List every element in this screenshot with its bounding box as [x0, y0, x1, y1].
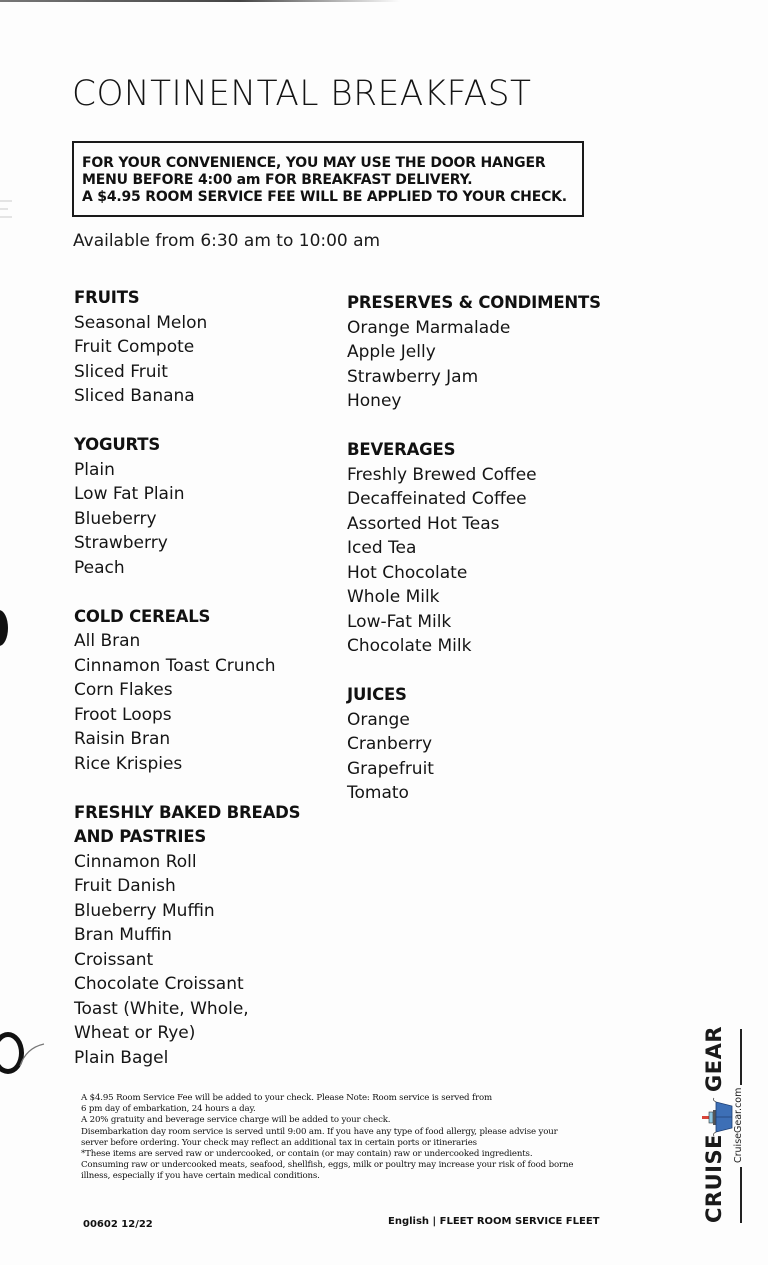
fine-print-line: A 20% gratuity and beverage service charge will be added to your check.: [81, 1115, 391, 1126]
notice-line: FOR YOUR CONVENIENCE, YOU MAY USE THE DOOR HANGER: [82, 155, 546, 171]
menu-item: Toast (White, Whole,: [74, 998, 249, 1019]
menu-item: Sliced Banana: [74, 386, 195, 406]
cruisegear-watermark: [700, 1025, 760, 1225]
menu-item: Strawberry: [74, 533, 168, 553]
menu-item: Honey: [347, 391, 402, 411]
notice-line: A $4.95 ROOM SERVICE FEE WILL BE APPLIED TO YOUR CHECK.: [82, 189, 567, 205]
section-title: COLD CEREALS: [74, 606, 211, 626]
section-title: BEVERAGES: [347, 440, 456, 459]
menu-item: Cinnamon Toast Crunch: [74, 655, 276, 676]
menu-item: Blueberry Muffin: [74, 900, 215, 921]
menu-item: Hot Chocolate: [347, 562, 468, 583]
fine-print-line: Disembarkation day room service is served until 9:00 am. If you have any type of food allergy, please advise your: [81, 1126, 558, 1137]
section-fruits: [74, 286, 300, 409]
section-title: PRESERVES & CONDIMENTS: [347, 293, 601, 312]
section-title: FRESHLY BAKED BREADS: [74, 802, 301, 822]
section-yogurts: [74, 433, 300, 580]
document-code: 00602 12/22: [83, 1219, 153, 1230]
fine-print-line: Consuming raw or undercooked meats, seafood, shellfish, eggs, milk or poultry may increase your risk of food borne: [81, 1160, 574, 1171]
menu-item: Blueberry: [74, 508, 157, 529]
menu-item: Low-Fat Milk: [347, 611, 452, 632]
watermark-word-gear: GEAR: [702, 1025, 726, 1092]
menu-item: Froot Loops: [74, 704, 172, 725]
menu-item: Raisin Bran: [74, 729, 171, 749]
menu-item: Fruit Compote: [74, 337, 195, 357]
menu-item: Corn Flakes: [74, 680, 173, 700]
menu-item: Assorted Hot Teas: [347, 513, 500, 534]
scan-edge-line: [0, 0, 400, 2]
binder-hole-mark: [0, 610, 8, 646]
page-title: CONTINENTAL BREAKFAST: [72, 74, 532, 114]
availability-hours: Available from 6:30 am to 10:00 am: [73, 231, 381, 251]
section-title: YOGURTS: [74, 435, 161, 454]
menu-item: Wheat or Rye): [74, 1023, 196, 1043]
menu-left-column: [74, 286, 300, 1095]
menu-item: Croissant: [74, 949, 154, 970]
menu-item: Sliced Fruit: [74, 361, 168, 382]
fine-print-disclaimer: [81, 1093, 611, 1183]
divider: [740, 1167, 742, 1223]
section-cold-cereals: [74, 605, 300, 777]
language-label: English | FLEET ROOM SERVICE FLEET: [388, 1216, 600, 1227]
menu-item: Seasonal Melon: [74, 312, 208, 333]
menu-item: Orange Marmalade: [347, 317, 511, 338]
scan-smudge-icon: [16, 1040, 46, 1070]
section-title: JUICES: [347, 685, 407, 704]
fine-print-line: server before ordering. Your check may reflect an additional tax in certain ports or itineraries: [81, 1137, 477, 1148]
menu-item: Apple Jelly: [347, 342, 436, 362]
section-title: FRUITS: [74, 288, 140, 307]
menu-item: Tomato: [347, 783, 409, 803]
menu-item: Cranberry: [347, 734, 433, 754]
menu-item: Cinnamon Roll: [74, 851, 197, 872]
menu-item: Rice Krispies: [74, 753, 183, 774]
divider: [740, 1029, 742, 1085]
menu-item: Chocolate Milk: [347, 636, 472, 656]
section-title: AND PASTRIES: [74, 827, 207, 846]
fine-print-line: A $4.95 Room Service Fee will be added to your check. Please Note: Room service is served from: [81, 1093, 493, 1103]
menu-item: Decaffeinated Coffee: [347, 489, 527, 509]
menu-item: Freshly Brewed Coffee: [347, 464, 537, 485]
section-breads-pastries: [74, 801, 300, 1071]
section-preserves-condiments: [347, 291, 601, 414]
menu-item: Bran Muffin: [74, 925, 172, 945]
menu-right-column: [347, 291, 601, 830]
ship-logo-icon: [700, 1097, 734, 1137]
watermark-url: CruiseGear.com: [733, 1087, 744, 1163]
menu-item: Orange: [347, 709, 410, 730]
fine-print-line: 6 pm day of embarkation, 24 hours a day.: [81, 1104, 256, 1115]
section-juices: [347, 683, 601, 806]
watermark-word-cruise: CRUISE: [702, 1134, 726, 1223]
section-beverages: [347, 438, 601, 659]
menu-item: Low Fat Plain: [74, 484, 185, 504]
menu-item: Chocolate Croissant: [74, 974, 244, 994]
menu-item: Strawberry Jam: [347, 366, 479, 387]
menu-item: Plain: [74, 459, 115, 480]
menu-item: Grapefruit: [347, 758, 434, 779]
menu-item: Fruit Danish: [74, 876, 176, 896]
menu-item: Iced Tea: [347, 538, 417, 558]
menu-item: Peach: [74, 557, 125, 578]
delivery-notice-box: [72, 141, 584, 217]
notice-line: MENU BEFORE 4:00 am FOR BREAKFAST DELIVERY.: [82, 172, 473, 188]
menu-item: All Bran: [74, 631, 141, 651]
menu-item: Plain Bagel: [74, 1047, 169, 1068]
scan-smudge-icon: [0, 195, 20, 225]
fine-print-line: *These items are served raw or undercooked, or contain (or may contain) raw or undercooked ingredients.: [81, 1149, 533, 1160]
fine-print-line: illness, especially if you have certain medical conditions.: [81, 1171, 320, 1182]
menu-item: Whole Milk: [347, 587, 440, 607]
